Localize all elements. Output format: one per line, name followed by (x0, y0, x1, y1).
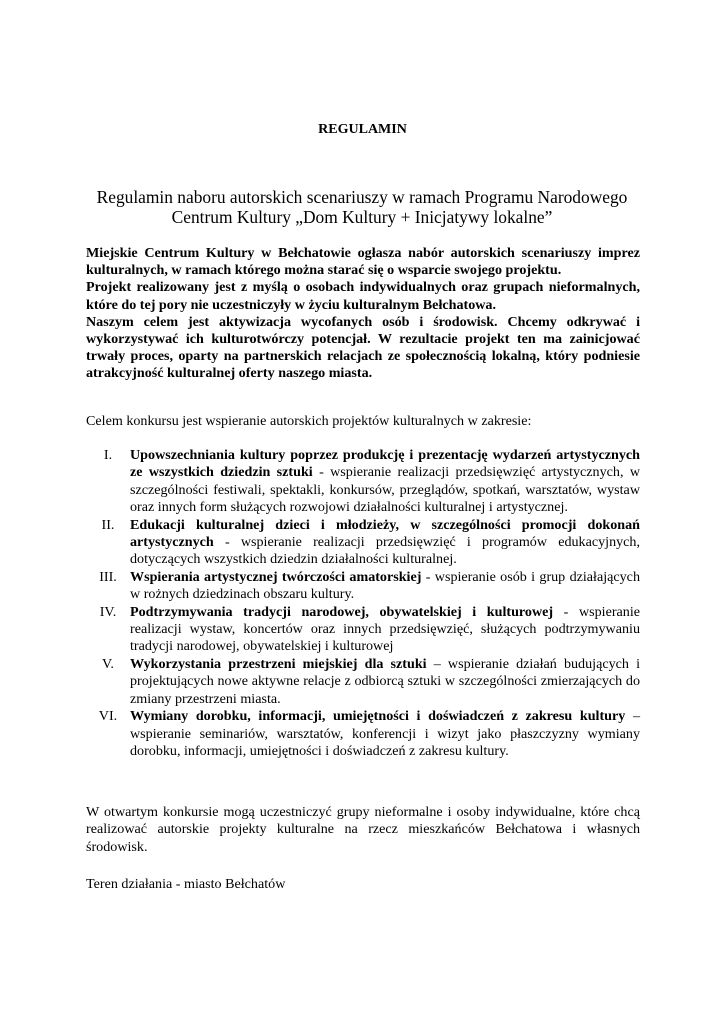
goal-number: II. (101, 516, 115, 533)
document-title-line-1: Regulamin naboru autorskich scenariuszy w ramach Programu Narodowego (96, 187, 628, 207)
goal-title: Wykorzystania przestrzeni miejskiej dla sztuki (130, 655, 427, 672)
goal-description: - wspieranie realizacji przedsięwzięć artystycznych, w szczególności festiwali, spektakli, konkursów, przeglądów, spotkań, warsztatów, wystaw oraz innych form służących rozwojowi działalności kulturalnej i artystycznej. (130, 464, 641, 516)
goal-item (86, 656, 640, 708)
intro-section (86, 245, 640, 383)
goal-title: Edukacji kulturalnej dzieci i młodzieży, w szczególności promocji dokonań artystycznych (130, 516, 640, 551)
area-of-activity: Teren działania - miasto Bełchatów (86, 876, 286, 892)
goal-description: – wspieranie działań budujących i projektujących nowe aktywne relacje z odbiorcą sztuki w szczególności zmierzających do zmiany przestrzeni miasta. (130, 655, 640, 707)
goal-number: I. (103, 447, 113, 463)
goal-item (86, 604, 640, 656)
goal-number: IV. (99, 603, 117, 620)
goal-item (86, 517, 640, 569)
goal-body (130, 708, 640, 760)
goal-description: - wspieranie realizacji wystaw, koncertów oraz innych przedsięwzięć, służących podtrzymywaniu tradycji narodowej, obywatelskiej i kulturowej (130, 603, 640, 655)
goal-body (130, 517, 640, 569)
document-title (86, 187, 638, 227)
goal-item (86, 569, 640, 604)
goal-title: Upowszechniania kultury poprzez produkcję i prezentację wydarzeń artystycznych ze wszystkich dziedzin sztuki (130, 447, 640, 481)
goal-title: Podtrzymywania tradycji narodowej, obywatelskiej i kulturowej (130, 603, 554, 620)
goal-number: V. (102, 655, 114, 672)
goal-description: - wspieranie osób i grup działających w rożnych dziedzinach obszaru kultury. (130, 568, 640, 603)
goal-description: – wspieranie seminariów, warsztatów, konferencji i wizyt jako płaszczyzny wymiany dorobku, informacji, umiejętności i doświadczeń z zakresu kultury. (130, 708, 640, 759)
document-heading: REGULAMIN (318, 122, 407, 137)
intro-paragraph: Projekt realizowany jest z myślą o osobach indywidualnych oraz grupach nieformalnych, które do tej pory nie uczestniczyły w życiu kulturalnym Bełchatowa. (86, 279, 640, 313)
goal-number: VI. (98, 708, 118, 725)
goal-description: - wspieranie realizacji przedsięwzięć i programów edukacyjnych, dotyczących wszystkich dziedzin działalności kulturalnej. (130, 534, 640, 568)
participation-paragraph: W otwartym konkursie mogą uczestniczyć grupy nieformalne i osoby indywidualne, które chcą realizować autorskie projekty kulturalne na rzecz mieszkańców Bełchatowa i własnych środowisk. (86, 804, 640, 855)
goal-body (130, 447, 640, 517)
goal-title: Wspierania artystycznej twórczości amatorskiej (130, 568, 422, 585)
intro-paragraph: Naszym celem jest aktywizacja wycofanych osób i środowisk. Chcemy odkrywać i wykorzystywać ich kulturotwórczy potencjał. W rezultacie projekt ten ma zainicjować trwały proces, oparty na partnerskich relacjach ze społecznością lokalną, który podniesie atrakcyjność kulturalnej oferty naszego miasta. (86, 313, 640, 382)
goal-body (130, 656, 640, 708)
goal-title: Wymiany dorobku, informacji, umiejętności i doświadczeń z zakresu kultury (130, 708, 626, 725)
goal-body (130, 569, 640, 604)
intro-paragraph: Miejskie Centrum Kultury w Bełchatowie ogłasza nabór autorskich scenariuszy imprez kulturalnych, w ramach którego można starać się o wsparcie swojego projektu. (86, 245, 640, 279)
goals-list (86, 447, 640, 760)
goals-intro: Celem konkursu jest wspieranie autorskich projektów kulturalnych w zakresie: (86, 413, 532, 429)
goal-item (86, 708, 640, 760)
goal-item (86, 447, 640, 517)
goal-number: III. (99, 568, 117, 585)
document-title-line-2: Centrum Kultury „Dom Kultury + Inicjatywy lokalne” (171, 207, 553, 227)
goal-body (130, 604, 640, 656)
